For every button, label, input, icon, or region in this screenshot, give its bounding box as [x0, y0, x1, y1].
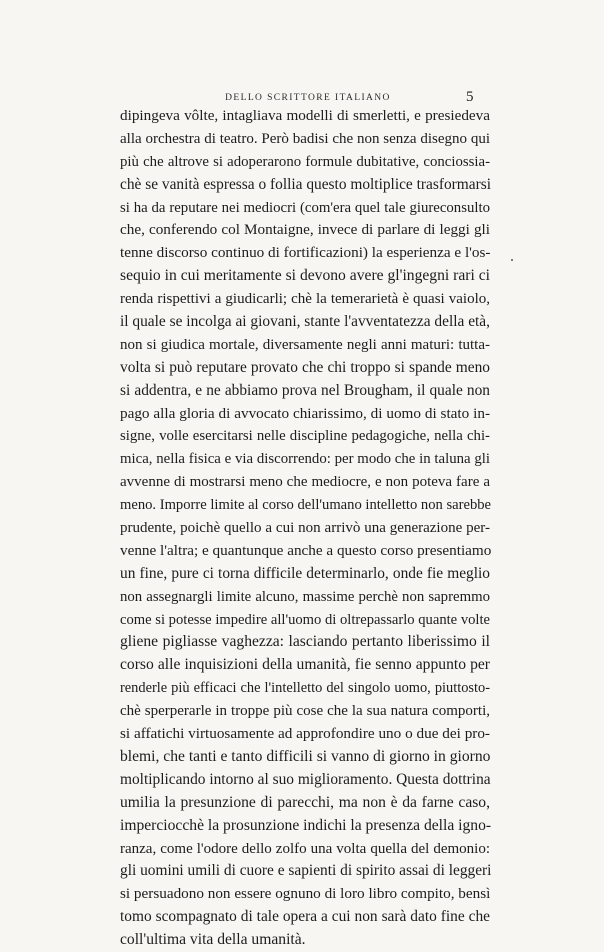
text-line: ranza, come l'odore dello zolfo una volta quella del demonio:	[120, 840, 490, 857]
text-line: renda rispettivi a giudicarli; chè la temerarietà è quasi vaiolo,	[120, 291, 490, 308]
text-line: come si potesse impedire all'uomo di oltrepassarlo quante volte	[120, 611, 490, 628]
text-line: blemi, che tanti e tanto difficili si vanno di giorno in giorno	[120, 747, 491, 765]
text-line: tenne discorso continuo di fortificazioni) la esperienza e l'os-	[120, 244, 491, 262]
text-line: si affatichi virtuosamente ad approfondire uno o due dei pro-	[120, 725, 490, 743]
text-line: che, conferendo col Montaigne, invece di parlare di leggi gli	[120, 221, 490, 239]
text-line: prudente, poichè quello a cui non arrivò una generazione per-	[120, 520, 490, 537]
text-line: il quale se incolga ai giovani, stante l'avventatezza della età,	[120, 313, 490, 331]
text-line: più che altrove si adoperarono formule dubitative, conciossia-	[120, 153, 490, 170]
text-line: si persuadono non essere ognuno di loro libro compito, bensì	[120, 885, 491, 903]
running-head: DELLO SCRITTORE ITALIANO	[225, 93, 391, 103]
text-line: chè sperperarle in troppe più cose che la sua natura comporti,	[120, 703, 490, 720]
text-line: meno. Imporre limite al corso dell'umano intelletto non sarebbe	[120, 497, 492, 514]
text-line: pago alla gloria di avvocato chiarissimo, di uomo di stato in-	[120, 404, 490, 422]
text-line: non si giudica mortale, diversamente negli anni maturi: tutta-	[120, 336, 490, 353]
text-line: venne l'altra; e quantunque anche a questo corso presentiamo	[120, 541, 492, 559]
text-line: non assegnargli limite alcuno, massime perchè non sapremmo	[120, 588, 490, 605]
text-line: sequio in cui meritamente si devono avere gl'ingegni rari ci	[120, 267, 490, 285]
text-line: gli uomini umili di cuore e sapienti di spirito assai di leggeri	[120, 862, 492, 880]
text-line: alla orchestra di teatro. Però badisi che non senza disegno qui	[120, 130, 490, 147]
text-line: gliene pigliasse vaghezza: lasciando pertanto liberissimo il	[120, 633, 490, 651]
page-number: 5	[466, 89, 474, 105]
text-line: mica, nella fisica e via discorrendo: per modo che in taluna gli	[120, 451, 490, 468]
text-line: signe, volle esercitarsi nelle discipline pedagogiche, nella chi-	[120, 428, 490, 445]
text-line: tomo scompagnato di tale opera a cui non sarà dato fine che	[120, 908, 490, 926]
text-line: un fine, pure ci torna difficile determinarlo, onde fie meglio	[120, 564, 490, 582]
text-line: dipingeva vôlte, intagliava modelli di smerletti, e presiedeva	[120, 107, 490, 124]
text-line: chè se vanità espressa o follia questo moltiplice trasformarsi	[120, 175, 491, 193]
text-line: si ha da reputare nei mediocri (com'era quel tale giureconsulto	[120, 199, 490, 216]
text-line: renderle più efficaci che l'intelletto del singolo uomo, piuttosto-	[120, 680, 490, 697]
text-line-last: coll'ultima vita della umanità.	[120, 931, 306, 949]
text-line: moltiplicando intorno al suo miglioramento. Questa dottrina	[120, 770, 491, 788]
text-line: umilia la presunzione di parecchi, ma non è da farne caso,	[120, 793, 490, 811]
ink-speck	[511, 259, 513, 261]
body-text	[120, 105, 490, 952]
text-line: corso alle inquisizioni della umanità, fie senno appunto per	[120, 656, 490, 674]
text-line: si addentra, e ne abbiamo prova nel Brougham, il quale non	[120, 381, 490, 399]
text-line: avvenne di mostrarsi meno che mediocre, e non poteva fare a	[120, 474, 490, 491]
text-line: volta si può reputare provato che chi troppo si spande meno	[120, 358, 490, 376]
text-line: imperciocchè la prosunzione indichi la presenza della igno-	[120, 816, 492, 834]
